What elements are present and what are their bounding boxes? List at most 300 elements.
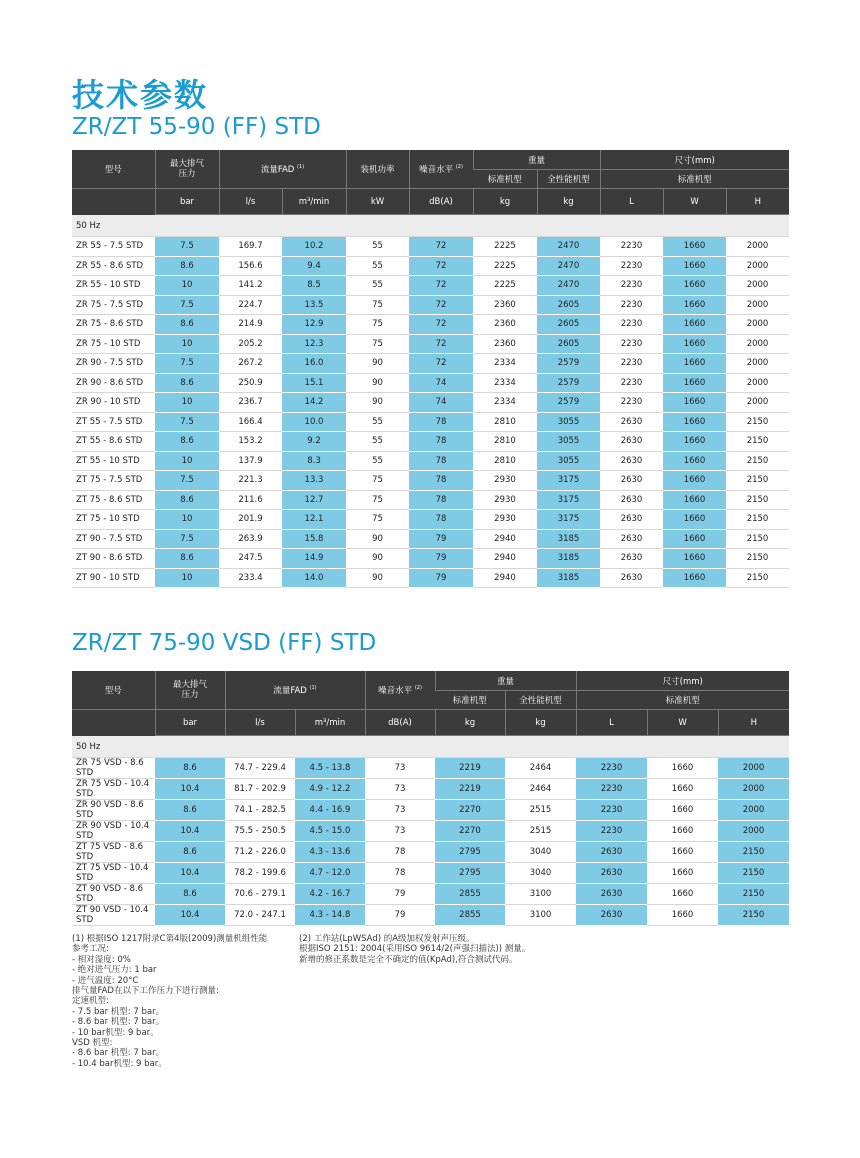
value-cell: 4.4 - 16.9: [295, 800, 365, 821]
footnote-line: 参考工况:: [72, 944, 109, 955]
value-cell: 233.4: [219, 568, 282, 588]
fad-note: (1): [297, 164, 305, 171]
value-cell: 2930: [473, 490, 537, 510]
value-cell: 2150: [726, 490, 789, 510]
value-cell: 4.9 - 12.2: [295, 779, 365, 800]
value-cell: 2360: [473, 334, 537, 354]
table-row: [72, 471, 789, 491]
value-cell: 2230: [600, 295, 663, 315]
value-cell: 79: [365, 905, 435, 926]
value-cell: 2150: [726, 568, 789, 588]
value-cell: 15.1: [282, 373, 346, 393]
value-cell: 55: [346, 276, 409, 296]
footnote-line: (1) 根据ISO 1217附录C第4版(2009)测量机组性能: [72, 934, 268, 944]
col-header-weight-full: 全性能机型: [505, 691, 576, 710]
value-cell: 3185: [537, 549, 600, 569]
value-cell: 2219: [435, 779, 505, 800]
value-cell: 2630: [576, 905, 647, 926]
value-cell: 2630: [600, 549, 663, 569]
value-cell: 2855: [435, 905, 505, 926]
value-cell: 7.5: [155, 471, 219, 491]
col-header-fad: [219, 150, 346, 189]
value-cell: 9.2: [282, 432, 346, 452]
value-cell: 15.8: [282, 529, 346, 549]
value-cell: 4.5 - 15.0: [295, 821, 365, 842]
col-header-noise: [409, 150, 473, 189]
value-cell: 2230: [576, 800, 647, 821]
value-cell: 72: [409, 315, 473, 335]
table-row: [72, 758, 789, 779]
noise-note: (2): [455, 164, 463, 171]
value-cell: 8.6: [155, 256, 219, 276]
value-cell: 14.9: [282, 549, 346, 569]
value-cell: 2360: [473, 315, 537, 335]
value-cell: 78: [409, 471, 473, 491]
unit-header: l/s: [225, 710, 295, 736]
table-row: [72, 863, 789, 884]
value-cell: 1660: [663, 295, 726, 315]
model-cell: ZT 75 VSD - 10.4 STD: [72, 863, 155, 884]
value-cell: 10.2: [282, 237, 346, 257]
value-cell: 214.9: [219, 315, 282, 335]
value-cell: 250.9: [219, 373, 282, 393]
value-cell: 2930: [473, 510, 537, 530]
value-cell: 2000: [718, 758, 789, 779]
value-cell: 13.5: [282, 295, 346, 315]
value-cell: 1660: [663, 354, 726, 374]
col-header-model: 型号: [72, 671, 155, 710]
value-cell: 3185: [537, 568, 600, 588]
col-header-weight-std: 标准机型: [473, 170, 537, 189]
table-row: [72, 800, 789, 821]
value-cell: 72: [409, 295, 473, 315]
value-cell: 74: [409, 373, 473, 393]
value-cell: 75: [346, 315, 409, 335]
table-row: [72, 905, 789, 926]
table2-title: ZR/ZT 75-90 VSD (FF) STD: [72, 630, 377, 656]
value-cell: 2230: [576, 821, 647, 842]
model-cell: ZT 75 - 10 STD: [72, 510, 155, 530]
value-cell: 81.7 - 202.9: [225, 779, 295, 800]
value-cell: 78: [409, 412, 473, 432]
model-cell: ZT 90 VSD - 10.4 STD: [72, 905, 155, 926]
value-cell: 2795: [435, 863, 505, 884]
value-cell: 153.2: [219, 432, 282, 452]
value-cell: 2230: [576, 758, 647, 779]
value-cell: 2630: [600, 568, 663, 588]
table-row: [72, 276, 789, 296]
value-cell: 72: [409, 237, 473, 257]
table-row: [72, 432, 789, 452]
value-cell: 263.9: [219, 529, 282, 549]
value-cell: 3055: [537, 412, 600, 432]
model-cell: ZT 90 - 7.5 STD: [72, 529, 155, 549]
value-cell: 13.3: [282, 471, 346, 491]
value-cell: 12.9: [282, 315, 346, 335]
frequency-row: 50 Hz: [72, 736, 789, 758]
value-cell: 2150: [726, 412, 789, 432]
col-header-dims-std: 标准机型: [600, 170, 789, 189]
value-cell: 2630: [600, 432, 663, 452]
value-cell: 2630: [600, 412, 663, 432]
value-cell: 3040: [505, 863, 576, 884]
value-cell: 78: [409, 451, 473, 471]
value-cell: 3100: [505, 884, 576, 905]
value-cell: 73: [365, 821, 435, 842]
model-cell: ZR 75 - 7.5 STD: [72, 295, 155, 315]
value-cell: 78: [365, 842, 435, 863]
value-cell: 90: [346, 549, 409, 569]
value-cell: 2940: [473, 568, 537, 588]
model-cell: ZT 55 - 7.5 STD: [72, 412, 155, 432]
unit-header: L: [576, 710, 647, 736]
value-cell: 2000: [726, 373, 789, 393]
footnote-line: (2) 工作站(LpWSAd) 的A级加权发射声压级。: [299, 934, 475, 944]
model-cell: ZR 55 - 8.6 STD: [72, 256, 155, 276]
noise-note: (2): [414, 685, 422, 692]
value-cell: 236.7: [219, 393, 282, 413]
value-cell: 72: [409, 256, 473, 276]
col-header-weight: 重量: [473, 150, 600, 170]
value-cell: 2230: [600, 256, 663, 276]
value-cell: 72.0 - 247.1: [225, 905, 295, 926]
fad-label: 流量FAD: [273, 686, 307, 696]
value-cell: 2630: [576, 863, 647, 884]
value-cell: 2150: [726, 432, 789, 452]
value-cell: 79: [409, 568, 473, 588]
value-cell: 8.6: [155, 373, 219, 393]
value-cell: 10: [155, 510, 219, 530]
model-cell: ZR 90 VSD - 10.4 STD: [72, 821, 155, 842]
footnote-line: - 10.4 bar机型: 9 bar。: [72, 1058, 167, 1069]
value-cell: 166.4: [219, 412, 282, 432]
value-cell: 10.0: [282, 412, 346, 432]
col-header-dims: 尺寸(mm): [576, 671, 789, 691]
unit-header: kg: [473, 189, 537, 215]
value-cell: 10.4: [155, 905, 225, 926]
value-cell: 2225: [473, 276, 537, 296]
footnote-1: [72, 934, 267, 1069]
col-header-max-pressure: 最大排气 压力: [155, 150, 219, 189]
col-header-fad: [225, 671, 365, 710]
value-cell: 2605: [537, 334, 600, 354]
value-cell: 2464: [505, 758, 576, 779]
value-cell: 2225: [473, 256, 537, 276]
footnote-line: - 相对湿度: 0%: [72, 954, 131, 965]
table-row: [72, 884, 789, 905]
model-cell: ZR 55 - 10 STD: [72, 276, 155, 296]
value-cell: 1660: [663, 393, 726, 413]
value-cell: 3175: [537, 490, 600, 510]
value-cell: 2464: [505, 779, 576, 800]
value-cell: 79: [409, 549, 473, 569]
value-cell: 2150: [726, 510, 789, 530]
fad-note: (1): [309, 685, 317, 692]
value-cell: 2270: [435, 800, 505, 821]
value-cell: 2630: [600, 471, 663, 491]
value-cell: 7.5: [155, 237, 219, 257]
footnote-line: - 进气温度: 20°C: [72, 975, 139, 986]
value-cell: 2630: [600, 529, 663, 549]
value-cell: 78: [409, 510, 473, 530]
noise-label: 噪音水平: [419, 165, 454, 175]
footnote-line: 定速机型:: [72, 996, 109, 1007]
footnote-line: - 10 bar机型: 9 bar。: [72, 1027, 159, 1038]
value-cell: 72: [409, 334, 473, 354]
value-cell: 1660: [663, 510, 726, 530]
value-cell: 10: [155, 334, 219, 354]
value-cell: 2150: [726, 471, 789, 491]
value-cell: 201.9: [219, 510, 282, 530]
value-cell: 211.6: [219, 490, 282, 510]
value-cell: 205.2: [219, 334, 282, 354]
value-cell: 14.2: [282, 393, 346, 413]
value-cell: 2230: [600, 334, 663, 354]
footnote-line: - 7.5 bar 机型: 7 bar。: [72, 1006, 165, 1017]
value-cell: 8.6: [155, 884, 225, 905]
value-cell: 8.6: [155, 842, 225, 863]
value-cell: 137.9: [219, 451, 282, 471]
unit-header: W: [663, 189, 726, 215]
table-row: [72, 315, 789, 335]
value-cell: 75: [346, 295, 409, 315]
value-cell: 90: [346, 393, 409, 413]
unit-header: H: [718, 710, 789, 736]
unit-header: dB(A): [409, 189, 473, 215]
model-cell: ZR 90 VSD - 8.6 STD: [72, 800, 155, 821]
table-row: [72, 256, 789, 276]
value-cell: 75: [346, 510, 409, 530]
value-cell: 2000: [726, 295, 789, 315]
model-cell: ZT 90 - 8.6 STD: [72, 549, 155, 569]
table-row: [72, 529, 789, 549]
value-cell: 55: [346, 432, 409, 452]
value-cell: 2470: [537, 276, 600, 296]
value-cell: 8.6: [155, 549, 219, 569]
table-row: [72, 568, 789, 588]
unit-header: H: [726, 189, 789, 215]
model-cell: ZR 75 VSD - 10.4 STD: [72, 779, 155, 800]
value-cell: 1660: [647, 800, 718, 821]
value-cell: 2230: [600, 237, 663, 257]
table-row: [72, 510, 789, 530]
value-cell: 2000: [718, 779, 789, 800]
model-cell: ZT 90 - 10 STD: [72, 568, 155, 588]
col-header-noise: [365, 671, 435, 710]
value-cell: 79: [409, 529, 473, 549]
table-row: [72, 412, 789, 432]
value-cell: 1660: [663, 373, 726, 393]
col-header-weight-full: 全性能机型: [537, 170, 600, 189]
value-cell: 90: [346, 529, 409, 549]
value-cell: 1660: [647, 821, 718, 842]
value-cell: 2150: [718, 863, 789, 884]
value-cell: 2605: [537, 315, 600, 335]
value-cell: 79: [365, 884, 435, 905]
model-cell: ZR 55 - 7.5 STD: [72, 237, 155, 257]
value-cell: 75.5 - 250.5: [225, 821, 295, 842]
table1-title: ZR/ZT 55-90 (FF) STD: [72, 114, 321, 140]
unit-header: l/s: [219, 189, 282, 215]
value-cell: 55: [346, 237, 409, 257]
value-cell: 2230: [600, 373, 663, 393]
value-cell: 4.2 - 16.7: [295, 884, 365, 905]
value-cell: 10: [155, 451, 219, 471]
value-cell: 3175: [537, 471, 600, 491]
value-cell: 75: [346, 334, 409, 354]
value-cell: 90: [346, 568, 409, 588]
model-cell: ZR 90 - 8.6 STD: [72, 373, 155, 393]
value-cell: 1660: [647, 758, 718, 779]
value-cell: 9.4: [282, 256, 346, 276]
footnote-line: - 绝对进气压力: 1 bar: [72, 965, 157, 976]
model-cell: ZT 75 VSD - 8.6 STD: [72, 842, 155, 863]
value-cell: 2150: [726, 549, 789, 569]
value-cell: 1660: [663, 471, 726, 491]
value-cell: 1660: [663, 451, 726, 471]
footnote-2: [299, 934, 530, 965]
unit-header: dB(A): [365, 710, 435, 736]
value-cell: 2855: [435, 884, 505, 905]
value-cell: 4.5 - 13.8: [295, 758, 365, 779]
value-cell: 2000: [718, 821, 789, 842]
value-cell: 2334: [473, 354, 537, 374]
value-cell: 2230: [600, 354, 663, 374]
value-cell: 3055: [537, 432, 600, 452]
model-cell: ZR 75 VSD - 8.6 STD: [72, 758, 155, 779]
value-cell: 2630: [576, 842, 647, 863]
value-cell: 78: [409, 432, 473, 452]
value-cell: 55: [346, 412, 409, 432]
value-cell: 74: [409, 393, 473, 413]
value-cell: 14.0: [282, 568, 346, 588]
unit-header: W: [647, 710, 718, 736]
value-cell: 2000: [726, 276, 789, 296]
value-cell: 2795: [435, 842, 505, 863]
model-cell: ZR 90 - 10 STD: [72, 393, 155, 413]
value-cell: 247.5: [219, 549, 282, 569]
value-cell: 3175: [537, 510, 600, 530]
value-cell: 3055: [537, 451, 600, 471]
value-cell: 7.5: [155, 529, 219, 549]
table-row: [72, 295, 789, 315]
value-cell: 72: [409, 276, 473, 296]
value-cell: 2270: [435, 821, 505, 842]
col-header-weight-std: 标准机型: [435, 691, 505, 710]
spec-table-vsd: [72, 671, 789, 926]
value-cell: 2150: [718, 905, 789, 926]
value-cell: 2000: [726, 315, 789, 335]
value-cell: 75: [346, 490, 409, 510]
value-cell: 7.5: [155, 295, 219, 315]
footnote-line: - 8.6 bar 机型: 7 bar。: [72, 1048, 165, 1059]
value-cell: 2579: [537, 373, 600, 393]
value-cell: 12.1: [282, 510, 346, 530]
value-cell: 73: [365, 779, 435, 800]
value-cell: 1660: [663, 490, 726, 510]
table-row: [72, 549, 789, 569]
value-cell: 2150: [726, 451, 789, 471]
value-cell: 1660: [663, 432, 726, 452]
value-cell: 71.2 - 226.0: [225, 842, 295, 863]
unit-header: L: [600, 189, 663, 215]
value-cell: 74.1 - 282.5: [225, 800, 295, 821]
unit-header: bar: [155, 710, 225, 736]
value-cell: 8.5: [282, 276, 346, 296]
value-cell: 3185: [537, 529, 600, 549]
footnote-line: 根据ISO 2151: 2004(采用ISO 9614/2(声强扫描法)) 测量。: [299, 944, 531, 955]
value-cell: 8.6: [155, 800, 225, 821]
value-cell: 2334: [473, 393, 537, 413]
value-cell: 4.3 - 14.8: [295, 905, 365, 926]
footnote-line: 新增的修正系数是完全不确定的值(KpAd),符合测试代码。: [299, 954, 518, 965]
value-cell: 2470: [537, 256, 600, 276]
value-cell: 10.4: [155, 821, 225, 842]
fad-label: 流量FAD: [260, 165, 295, 175]
col-header-power: 装机功率: [346, 150, 409, 189]
value-cell: 2360: [473, 295, 537, 315]
value-cell: 2515: [505, 800, 576, 821]
spec-table-std: [72, 150, 789, 588]
value-cell: 12.7: [282, 490, 346, 510]
value-cell: 73: [365, 758, 435, 779]
value-cell: 2579: [537, 393, 600, 413]
value-cell: 267.2: [219, 354, 282, 374]
value-cell: 2334: [473, 373, 537, 393]
value-cell: 2810: [473, 451, 537, 471]
value-cell: 4.3 - 13.6: [295, 842, 365, 863]
unit-header: m³/min: [295, 710, 365, 736]
value-cell: 169.7: [219, 237, 282, 257]
value-cell: 1660: [647, 884, 718, 905]
value-cell: 2230: [600, 276, 663, 296]
value-cell: 2630: [600, 451, 663, 471]
unit-header: kg: [435, 710, 505, 736]
table-row: [72, 237, 789, 257]
value-cell: 78: [365, 863, 435, 884]
value-cell: 1660: [647, 779, 718, 800]
value-cell: 55: [346, 451, 409, 471]
value-cell: 8.3: [282, 451, 346, 471]
table-row: [72, 451, 789, 471]
unit-header: m³/min: [282, 189, 346, 215]
value-cell: 10: [155, 393, 219, 413]
col-header-model: 型号: [72, 150, 155, 189]
model-cell: ZR 75 - 10 STD: [72, 334, 155, 354]
table-row: [72, 393, 789, 413]
value-cell: 78.2 - 199.6: [225, 863, 295, 884]
table-row: [72, 821, 789, 842]
value-cell: 7.5: [155, 354, 219, 374]
value-cell: 2219: [435, 758, 505, 779]
value-cell: 1660: [663, 315, 726, 335]
footnote-line: - 8.6 bar 机型: 7 bar。: [72, 1017, 165, 1028]
value-cell: 1660: [663, 568, 726, 588]
value-cell: 78: [409, 490, 473, 510]
value-cell: 2630: [600, 510, 663, 530]
value-cell: 1660: [647, 905, 718, 926]
value-cell: 10.4: [155, 863, 225, 884]
value-cell: 2000: [726, 256, 789, 276]
value-cell: 10: [155, 568, 219, 588]
value-cell: 8.6: [155, 432, 219, 452]
value-cell: 2605: [537, 295, 600, 315]
value-cell: 2940: [473, 549, 537, 569]
value-cell: 2810: [473, 412, 537, 432]
col-header-blank: [72, 189, 155, 215]
value-cell: 2579: [537, 354, 600, 374]
table-row: [72, 373, 789, 393]
